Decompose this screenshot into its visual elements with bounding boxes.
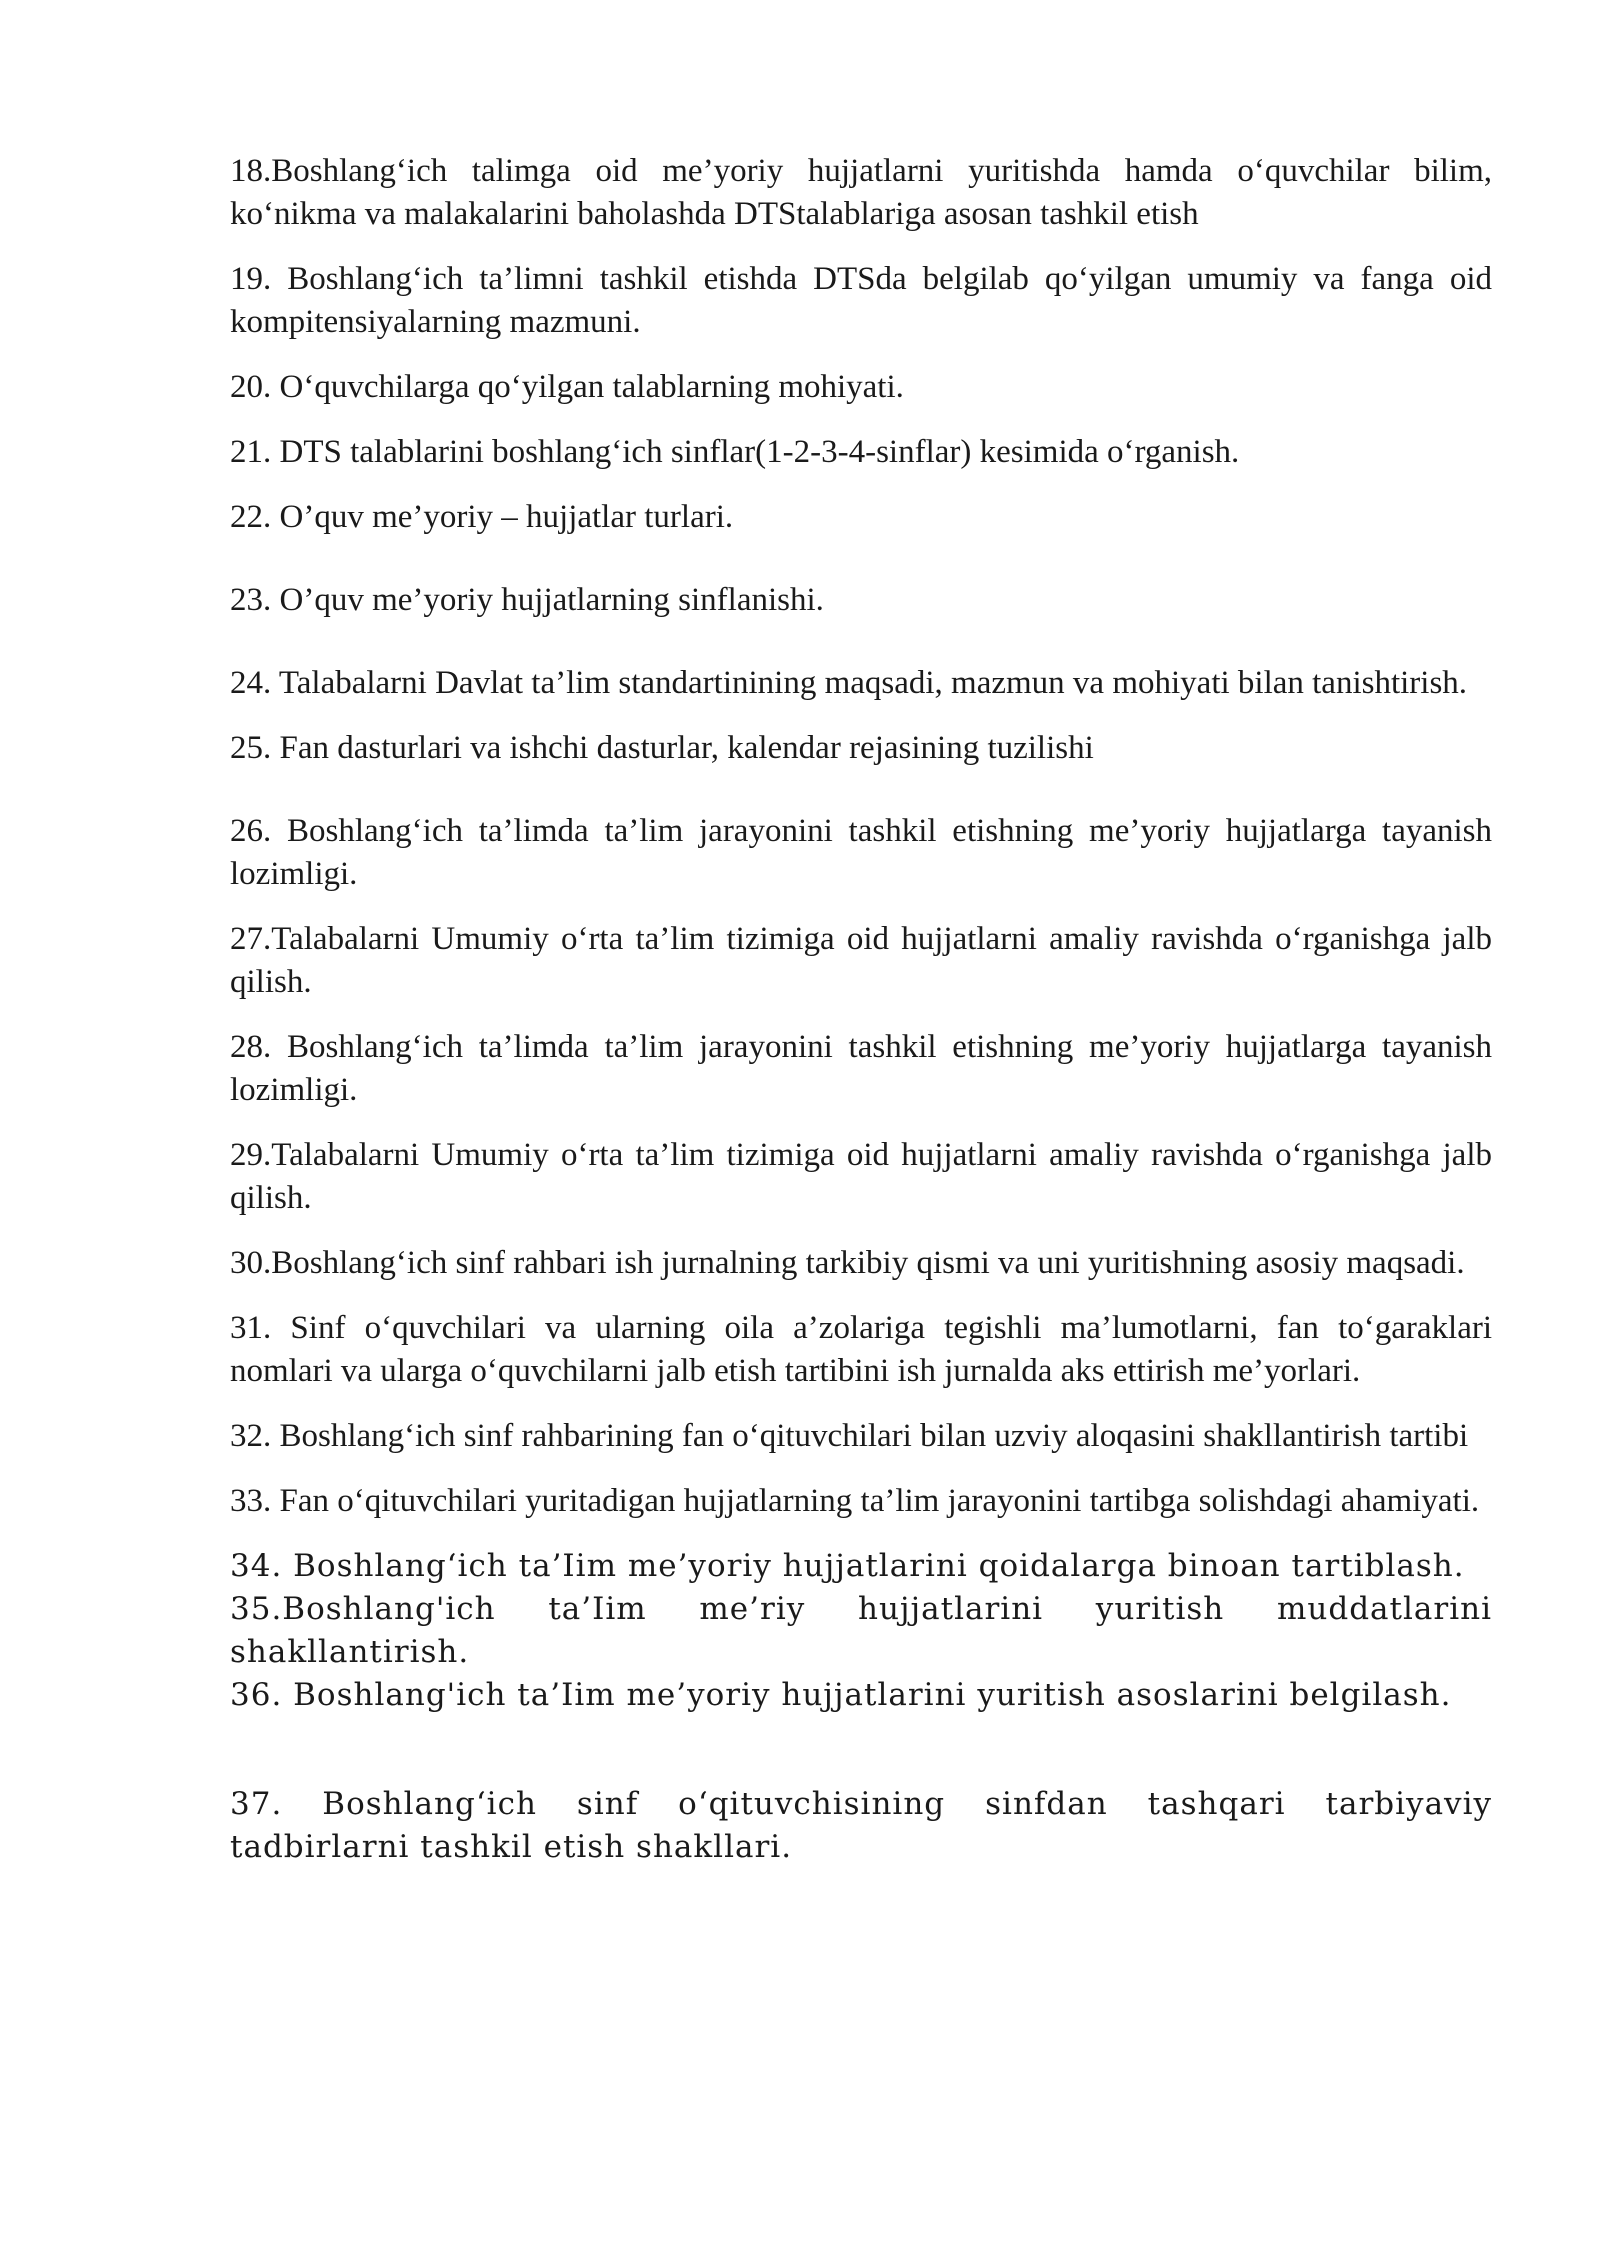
list-item: 32. Boshlang‘ich sinf rahbarining fan o‘qituvchilari bilan uzviy aloqasini shakllantirish tartibi <box>230 1418 1469 1454</box>
list-item: 27.Talabalarni Umumiy o‘rta ta’lim tizimiga oid hujjatlarni amaliy ravishda o‘rganishga jalb qilish. <box>230 921 1492 1000</box>
list-item: 33. Fan o‘qituvchilari yuritadigan hujjatlarning ta’lim jarayonini tartibga solishdagi ahamiyati. <box>230 1483 1480 1519</box>
list-item: 34. Boshlang‘ich ta’Iim me’yoriy hujjatlarini qoidalarga binoan tartiblash. <box>230 1548 1465 1584</box>
list-item: 26. Boshlang‘ich ta’limda ta’lim jarayonini tashkil etishning me’yoriy hujjatlarga tayanish lozimligi. <box>230 813 1492 892</box>
list-item: 23. O’quv me’yoriy hujjatlarning sinflanishi. <box>230 582 824 618</box>
list-item: 31. Sinf o‘quvchilari va ularning oila a’zolariga tegishli ma’lumotlarni, fan to‘garaklari nomlari va ularga o‘quvchilarni jalb etish tartibini ish jurnalda aks ettirish me’yorlari. <box>230 1310 1492 1389</box>
list-item: 22. O’quv me’yoriy – hujjatlar turlari. <box>230 499 734 535</box>
list-item: 18.Boshlang‘ich talimga oid me’yoriy hujjatlarni yuritishda hamda o‘quvchilar bilim, ko‘nikma va malakalarini baholashda DTStalablariga asosan tashkil etish <box>230 153 1492 232</box>
list-item: 24. Talabalarni Davlat ta’lim standartinining maqsadi, mazmun va mohiyati bilan tanishtirish. <box>230 665 1468 701</box>
list-item: 35.Boshlang'ich ta’Iim me’riy hujjatlarini yuritish muddatlarini shakllantirish. <box>230 1591 1492 1670</box>
list-item: 19. Boshlang‘ich ta’limni tashkil etishda DTSda belgilab qo‘yilgan umumiy va fanga oid kompitensiyalarning mazmuni. <box>230 261 1492 340</box>
list-item: 30.Boshlang‘ich sinf rahbari ish jurnalning tarkibiy qismi va uni yuritishning asosiy maqsadi. <box>230 1245 1465 1281</box>
question-list <box>230 150 1492 1891</box>
list-item: 21. DTS talablarini boshlang‘ich sinflar(1-2-3-4-sinflar) kesimida o‘rganish. <box>230 434 1240 470</box>
list-item: 28. Boshlang‘ich ta’limda ta’lim jarayonini tashkil etishning me’yoriy hujjatlarga tayanish lozimligi. <box>230 1029 1492 1108</box>
list-item: 20. O‘quvchilarga qo‘yilgan talablarning mohiyati. <box>230 369 904 405</box>
list-item: 25. Fan dasturlari va ishchi dasturlar, kalendar rejasining tuzilishi <box>230 730 1094 766</box>
list-item: 37. Boshlang‘ich sinf o‘qituvchisining sinfdan tashqari tarbiyaviy tadbirlarni tashkil etish shakllari. <box>230 1786 1492 1865</box>
list-item: 36. Boshlang'ich ta’Iim me’yoriy hujjatlarini yuritish asoslarini belgilash. <box>230 1677 1452 1713</box>
list-item: 29.Talabalarni Umumiy o‘rta ta’lim tizimiga oid hujjatlarni amaliy ravishda o‘rganishga jalb qilish. <box>230 1137 1492 1216</box>
